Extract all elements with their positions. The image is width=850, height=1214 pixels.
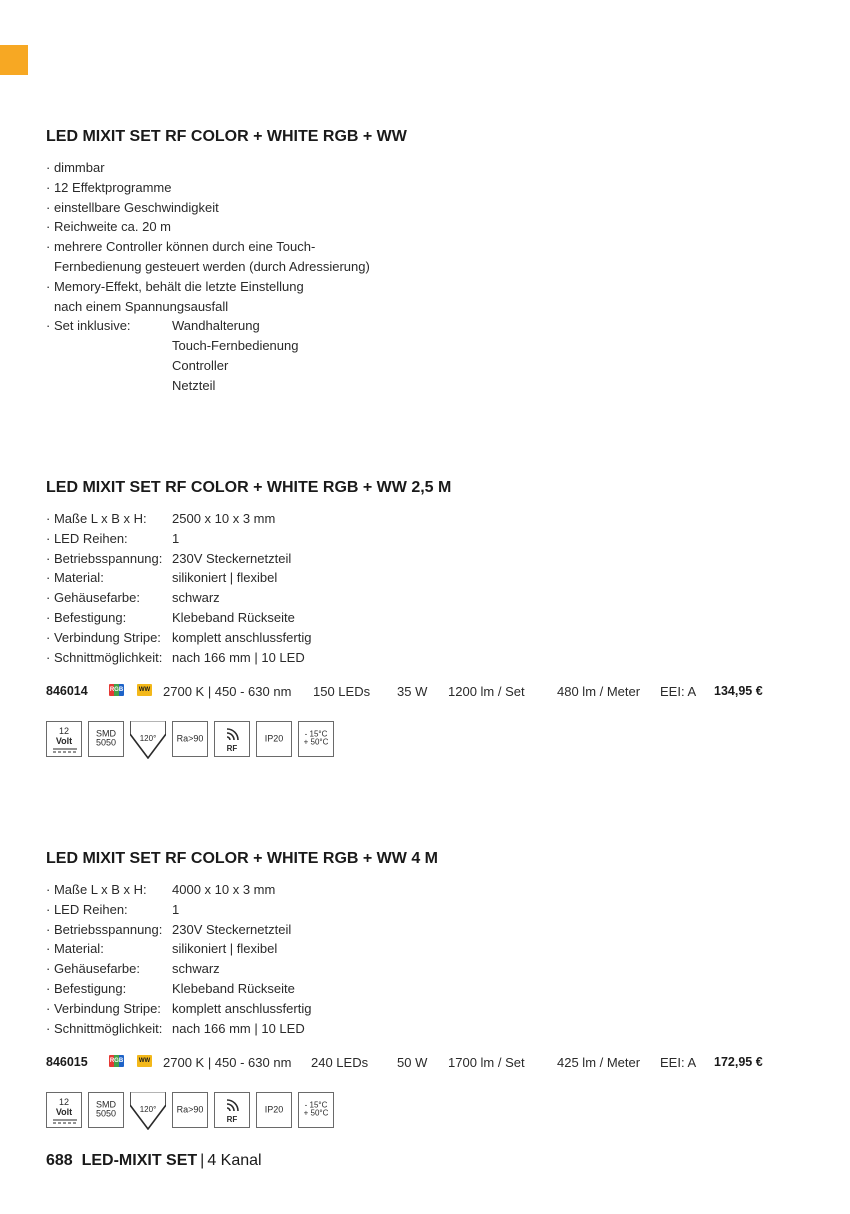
article-number: 846014 — [46, 684, 88, 698]
feature-item: · Memory-Effekt, behält die letzte Einstellung — [46, 278, 304, 294]
page-footer — [46, 1152, 262, 1170]
spec-row: · Befestigung: Klebeband Rückseite — [46, 609, 295, 625]
power: 50 W — [397, 1055, 428, 1070]
beam-angle-icon: 120° — [130, 721, 166, 757]
spec-list — [46, 880, 311, 1038]
rgb-badge-icon: RGB — [109, 1055, 124, 1067]
temperature-range-icon: - 15°C + 50°C — [298, 721, 334, 757]
spec-row: · LED Reihen: 1 — [46, 530, 180, 546]
ip-rating-icon: IP20 — [256, 721, 292, 757]
voltage-icon: 12 Volt — [46, 1092, 82, 1128]
energy-class: EEI: A — [660, 684, 697, 699]
cri-icon: Ra>90 — [172, 721, 208, 757]
spec-row: · Material: silikoniert | flexibel — [46, 570, 278, 586]
section-title: LED MIXIT SET RF COLOR + WHITE RGB + WW 4 M — [46, 850, 438, 867]
rgb-badge-icon: RGB — [109, 684, 124, 696]
ip-rating-icon: IP20 — [256, 1092, 292, 1128]
color-temperature: 2700 K | 450 - 630 nm — [163, 1055, 292, 1070]
lumen-per-meter: 425 lm / Meter — [557, 1055, 641, 1070]
spec-row: · Maße L x B x H: 4000 x 10 x 3 mm — [46, 882, 276, 897]
energy-class: EEI: A — [660, 1055, 697, 1070]
lumen-per-set: 1700 lm / Set — [448, 1055, 525, 1070]
led-count: 150 LEDs — [313, 684, 371, 699]
spec-row: · Schnittmöglichkeit: nach 166 mm | 10 LED — [46, 1020, 305, 1036]
color-temperature: 2700 K | 450 - 630 nm — [163, 684, 292, 699]
lumen-per-meter: 480 lm / Meter — [557, 684, 641, 699]
rf-remote-icon: RF — [214, 1092, 250, 1128]
spec-row: · LED Reihen: 1 — [46, 901, 180, 917]
footer-subtitle: 4 Kanal — [207, 1152, 262, 1169]
feature-item-continued: nach einem Spannungsausfall — [54, 298, 229, 314]
feature-item: · mehrere Controller können durch eine Touch- — [46, 239, 316, 255]
cri-icon: Ra>90 — [172, 1092, 208, 1128]
set-item: Controller — [172, 357, 229, 373]
product-row — [46, 682, 776, 702]
spec-row: · Befestigung: Klebeband Rückseite — [46, 980, 295, 996]
spec-row: · Betriebsspannung: 230V Steckernetzteil — [46, 550, 292, 566]
feature-item: · einstellbare Geschwindigkeit — [46, 199, 219, 215]
voltage-icon: 12 Volt — [46, 721, 82, 757]
page-number: 688 — [46, 1152, 73, 1169]
price: 172,95 € — [714, 1055, 763, 1069]
spec-row: · Betriebsspannung: 230V Steckernetzteil — [46, 921, 292, 937]
product-row — [46, 1053, 776, 1073]
footer-separator: | — [200, 1152, 205, 1169]
spec-row: · Verbindung Stripe: komplett anschlussfertig — [46, 629, 312, 645]
spec-list — [46, 509, 311, 667]
set-contents-row: · Set inklusive: Wandhalterung — [46, 316, 370, 336]
rf-remote-icon: RF — [214, 721, 250, 757]
lumen-per-set: 1200 lm / Set — [448, 684, 525, 699]
spec-row: · Schnittmöglichkeit: nach 166 mm | 10 LED — [46, 649, 305, 665]
article-number: 846015 — [46, 1055, 88, 1069]
feature-item-continued: Fernbedienung gesteuert werden (durch Adressierung) — [54, 258, 370, 274]
spec-row: · Verbindung Stripe: komplett anschlussfertig — [46, 1000, 312, 1016]
feature-icons — [46, 1092, 338, 1130]
feature-icons — [46, 721, 338, 759]
set-contents-label: Set inklusive: — [53, 318, 131, 334]
smd-chip-icon: SMD 5050 — [88, 721, 124, 757]
beam-angle-icon: 120° — [130, 1092, 166, 1128]
price: 134,95 € — [714, 684, 763, 698]
spec-row: · Material: silikoniert | flexibel — [46, 941, 278, 957]
spec-row: · Gehäusefarbe: schwarz — [46, 590, 220, 606]
led-count: 240 LEDs — [311, 1055, 369, 1070]
spec-row: · Maße L x B x H: 2500 x 10 x 3 mm — [46, 511, 276, 526]
section-title: LED MIXIT SET RF COLOR + WHITE RGB + WW — [46, 128, 407, 145]
ww-badge-icon: WW — [137, 684, 152, 696]
feature-item: · dimmbar — [46, 160, 105, 175]
temperature-range-icon: - 15°C + 50°C — [298, 1092, 334, 1128]
section-title: LED MIXIT SET RF COLOR + WHITE RGB + WW 2,5 M — [46, 479, 452, 496]
footer-title: LED-MIXIT SET — [81, 1152, 198, 1169]
set-item: Wandhalterung — [172, 318, 260, 334]
feature-item: · 12 Effektprogramme — [46, 179, 172, 195]
ww-badge-icon: WW — [137, 1055, 152, 1067]
feature-item: · Reichweite ca. 20 m — [46, 219, 172, 235]
spec-row: · Gehäusefarbe: schwarz — [46, 961, 220, 977]
power: 35 W — [397, 684, 428, 699]
section-color-tab — [0, 45, 28, 75]
set-item: Touch-Fernbedienung — [172, 338, 299, 354]
smd-chip-icon: SMD 5050 — [88, 1092, 124, 1128]
set-item: Netzteil — [172, 377, 216, 393]
feature-list — [46, 158, 370, 396]
